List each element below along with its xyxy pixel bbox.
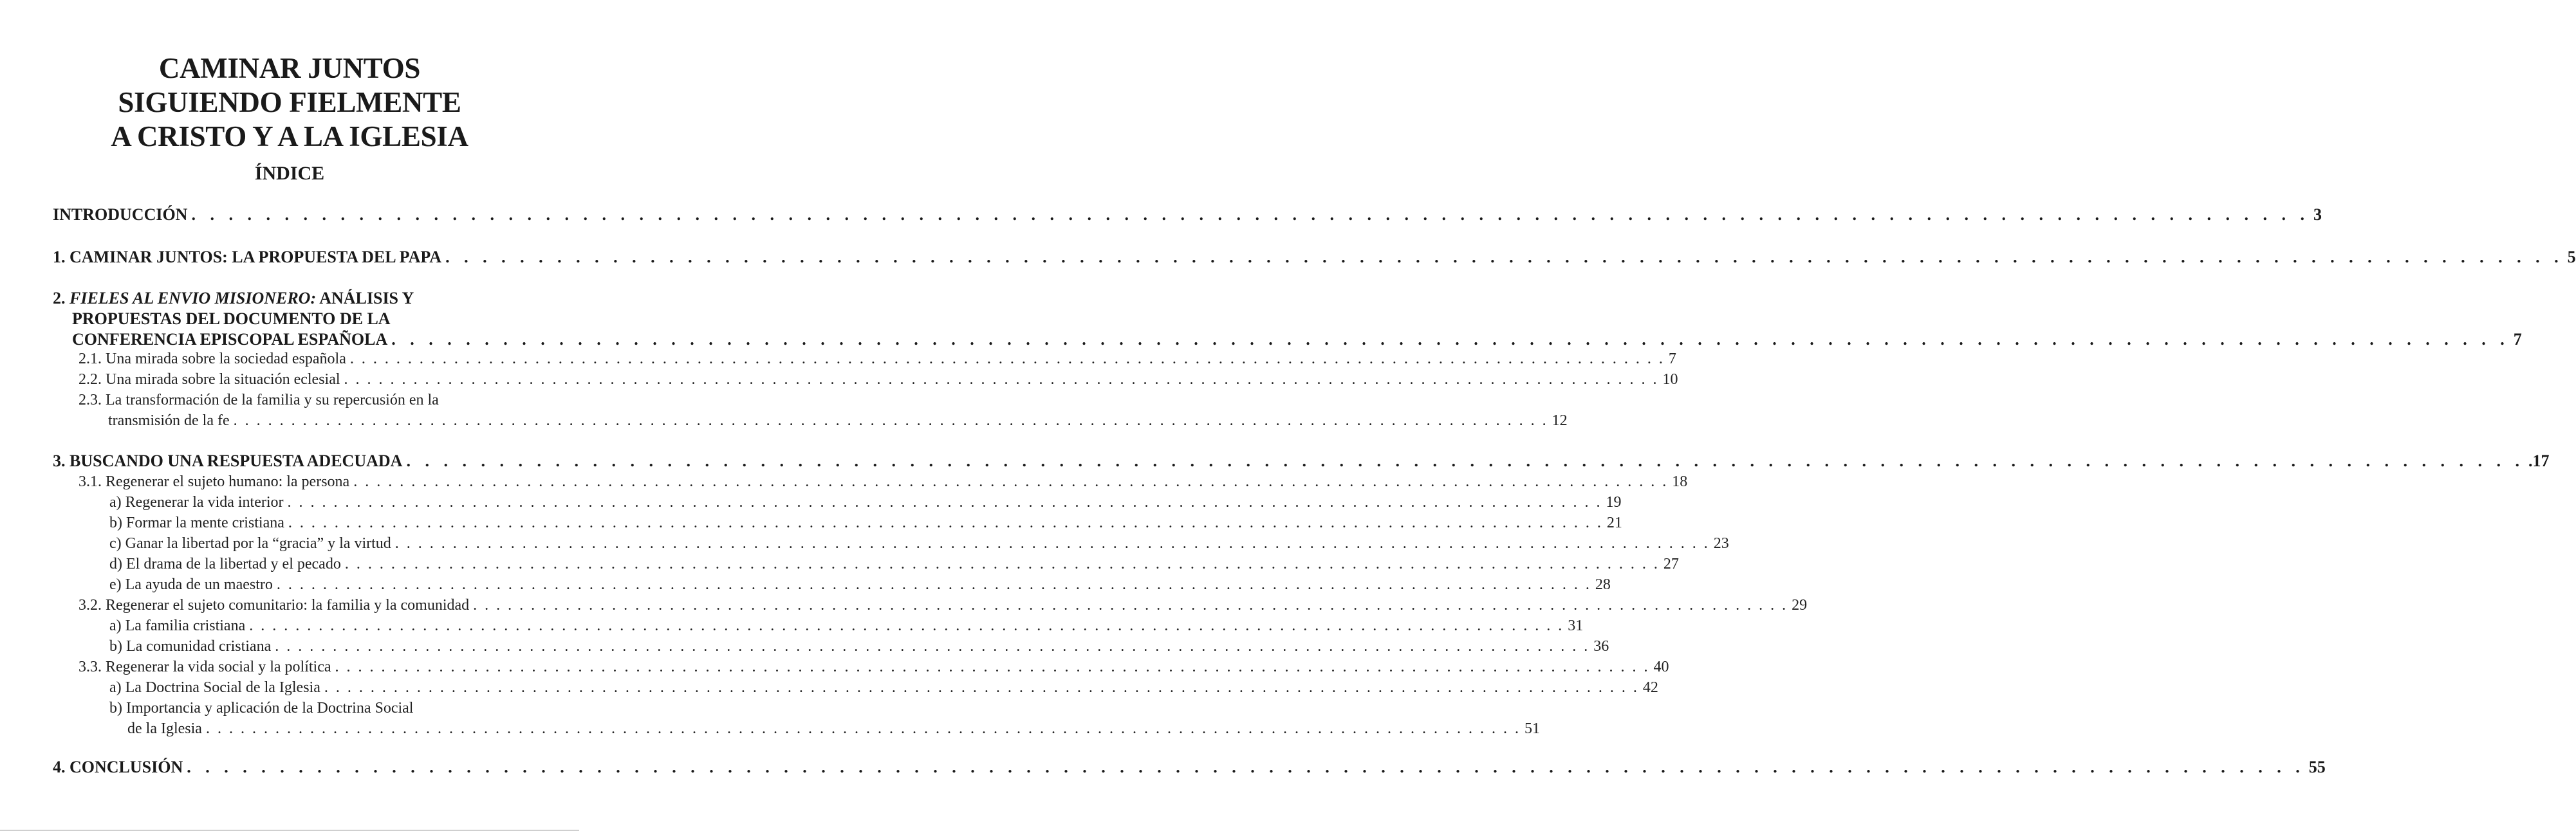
toc-entry-label: e) La ayuda de un maestro <box>109 576 273 593</box>
toc-subentry-3-1-d <box>109 554 1679 574</box>
toc-subentry-2-1 <box>79 349 1676 369</box>
leader-dots: . . . . . . . . . . . . . . . . . . . . . . . . . . . . . . . . . . . . . . . . . . . . . . . . . . . . . . . . . . . . . . . . . . . . . . . . . . . . . . . . . . . . . . . . . . . . . . . . . . . . . . . . . . . . . . . . . . <box>473 597 1788 614</box>
leader-dots: . . . . . . . . . . . . . . . . . . . . . . . . . . . . . . . . . . . . . . . . . . . . . . . . . . . . . . . . . . . . . . . . . . . . . . . . . . . . . . . . . . . . . . . . . . . . . . . . . . . . . . . . . . . . . . . . . . <box>391 330 2510 349</box>
toc-entry-section-4 <box>53 757 2326 778</box>
toc-entry-label: a) La Doctrina Social de la Iglesia <box>109 679 320 696</box>
leader-dots: . . . . . . . . . . . . . . . . . . . . . . . . . . . . . . . . . . . . . . . . . . . . . . . . . . . . . . . . . . . . . . . . . . . . . . . . . . . . . . . . . . . . . . . . . . . . . . . . . . . . . . . . . . . . . . . . . . <box>191 205 2310 224</box>
toc-subentry-3-1-e <box>109 575 1611 594</box>
toc-subentry-3-2-a <box>109 616 1584 635</box>
toc-subentry-3-2 <box>79 596 1808 615</box>
toc-subentry-3-2-b <box>109 637 1609 656</box>
toc-entry-label: 2.2. Una mirada sobre la situación eclesial <box>79 371 340 388</box>
toc-entry-page: 23 <box>1713 535 1729 552</box>
toc-entry-page: 21 <box>1606 515 1622 531</box>
toc-entry-label: b) La comunidad cristiana <box>109 638 272 655</box>
toc-entry-label: d) El drama de la libertad y el pecado <box>109 556 341 572</box>
leader-dots: . . . . . . . . . . . . . . . . . . . . . . . . . . . . . . . . . . . . . . . . . . . . . . . . . . . . . . . . . . . . . . . . . . . . . . . . . . . . . . . . . . . . . . . . . . . . . . . . . . . . . . . . . . . . . . . . . . <box>406 452 2525 470</box>
leader-dots: . . . . . . . . . . . . . . . . . . . . . . . . . . . . . . . . . . . . . . . . . . . . . . . . . . . . . . . . . . . . . . . . . . . . . . . . . . . . . . . . . . . . . . . . . . . . . . . . . . . . . . . . . . . . . . . . . . <box>335 659 1650 675</box>
toc-entry-page: 36 <box>1593 638 1609 655</box>
leader-dots: . . . . . . . . . . . . . . . . . . . . . . . . . . . . . . . . . . . . . . . . . . . . . . . . . . . . . . . . . . . . . . . . . . . . . . . . . . . . . . . . . . . . . . . . . . . . . . . . . . . . . . . . . . . . . . . . . . <box>187 758 2305 776</box>
leader-dots: . . . . . . . . . . . . . . . . . . . . . . . . . . . . . . . . . . . . . . . . . . . . . . . . . . . . . . . . . . . . . . . . . . . . . . . . . . . . . . . . . . . . . . . . . . . . . . . . . . . . . . . . . . . . . . . . . . <box>349 351 1665 367</box>
toc-section-number: 2. <box>53 289 66 307</box>
toc-subentry-3-1-a <box>109 493 1622 512</box>
leader-dots: . . . . . . . . . . . . . . . . . . . . . . . . . . . . . . . . . . . . . . . . . . . . . . . . . . . . . . . . . . . . . . . . . . . . . . . . . . . . . . . . . . . . . . . . . . . . . . . . . . . . . . . . . . . . . . . . . . <box>205 720 1521 737</box>
toc-entry-label: a) Regenerar la vida interior <box>109 494 284 511</box>
toc-subentry-3-1 <box>79 472 1688 491</box>
toc-entry-page: 18 <box>1672 473 1688 490</box>
leader-dots: . . . . . . . . . . . . . . . . . . . . . . . . . . . . . . . . . . . . . . . . . . . . . . . . . . . . . . . . . . . . . . . . . . . . . . . . . . . . . . . . . . . . . . . . . . . . . . . . . . . . . . . . . . . . . . . . . . <box>233 412 1548 429</box>
toc-entry-label: 3. BUSCANDO UNA RESPUESTA ADECUADA <box>53 452 403 470</box>
toc-entry-page: 42 <box>1642 679 1658 696</box>
toc-entry-label: ANÁLISIS Y <box>316 289 414 307</box>
toc-entry-label: 3.1. Regenerar el sujeto humano: la persona <box>79 473 350 490</box>
leader-dots: . . . . . . . . . . . . . . . . . . . . . . . . . . . . . . . . . . . . . . . . . . . . . . . . . . . . . . . . . . . . . . . . . . . . . . . . . . . . . . . . . . . . . . . . . . . . . . . . . . . . . . . . . . . . . . . . . . <box>275 638 1590 655</box>
leader-dots: . . . . . . . . . . . . . . . . . . . . . . . . . . . . . . . . . . . . . . . . . . . . . . . . . . . . . . . . . . . . . . . . . . . . . . . . . . . . . . . . . . . . . . . . . . . . . . . . . . . . . . . . . . . . . . . . . . <box>276 576 1591 593</box>
title-line-1: CAMINAR JUNTOS <box>158 52 421 84</box>
leader-dots: . . . . . . . . . . . . . . . . . . . . . . . . . . . . . . . . . . . . . . . . . . . . . . . . . . . . . . . . . . . . . . . . . . . . . . . . . . . . . . . . . . . . . . . . . . . . . . . . . . . . . . . . . . . . . . . . . . <box>344 556 1660 572</box>
toc-entry-page: 3 <box>2313 205 2322 224</box>
toc-entry-page: 5 <box>2567 248 2576 266</box>
toc-entry-section-3 <box>53 451 2550 471</box>
toc-entry-italic-label: FIELES AL ENVIO MISIONERO: <box>69 289 317 307</box>
toc-subentry-2-3-line-2 <box>108 411 1568 430</box>
toc-entry-label: 3.2. Regenerar el sujeto comunitario: la familia y la comunidad <box>79 597 470 614</box>
toc-entry-page: 19 <box>1606 494 1622 511</box>
leader-dots: . . . . . . . . . . . . . . . . . . . . . . . . . . . . . . . . . . . . . . . . . . . . . . . . . . . . . . . . . . . . . . . . . . . . . . . . . . . . . . . . . . . . . . . . . . . . . . . . . . . . . . . . . . . . . . . . . . <box>353 473 1669 490</box>
toc-subentry-3-3-a <box>109 678 1658 697</box>
toc-subentry-3-1-b <box>109 513 1622 533</box>
toc-entry-label: 2.1. Una mirada sobre la sociedad española <box>79 351 346 367</box>
toc-entry-page: .17 <box>2528 452 2550 470</box>
leader-dots: . . . . . . . . . . . . . . . . . . . . . . . . . . . . . . . . . . . . . . . . . . . . . . . . . . . . . . . . . . . . . . . . . . . . . . . . . . . . . . . . . . . . . . . . . . . . . . . . . . . . . . . . . . . . . . . . . . <box>394 535 1710 552</box>
toc-entry-label: transmisión de la fe <box>108 412 230 429</box>
toc-entry-introduction <box>53 205 2322 225</box>
toc-entry-label: INTRODUCCIÓN <box>53 205 188 224</box>
toc-entry-page: 12 <box>1552 412 1568 429</box>
toc-entry-section-1 <box>53 247 2576 268</box>
toc-entry-section-2-line-2: PROPUESTAS DEL DOCUMENTO DE LA <box>72 309 391 328</box>
toc-entry-page: 28 <box>1595 576 1611 593</box>
toc-entry-page: 40 <box>1653 659 1669 675</box>
toc-entry-section-2-line-1 <box>53 288 414 309</box>
toc-entry-page: 7 <box>1668 351 1676 367</box>
toc-subentry-2-3-line-1: 2.3. La transformación de la familia y su repercusión en la <box>79 392 439 408</box>
toc-entry-page: 51 <box>1524 720 1540 737</box>
toc-entry-label: c) Ganar la libertad por la “gracia” y la virtud <box>109 535 391 552</box>
toc-entry-page: 55 <box>2308 758 2326 776</box>
toc-entry-label: CONFERENCIA EPISCOPAL ESPAÑOLA <box>72 330 388 349</box>
index-heading: ÍNDICE <box>254 163 325 184</box>
toc-entry-label: b) Formar la mente cristiana <box>109 515 284 531</box>
toc-entry-page: 31 <box>1568 617 1584 634</box>
toc-subentry-3-3-b-line-1: b) Importancia y aplicación de la Doctrina Social <box>109 700 414 717</box>
toc-entry-label: de la Iglesia <box>127 720 202 737</box>
title-line-2: SIGUIENDO FIELMENTE <box>118 86 461 118</box>
toc-subentry-2-2 <box>79 370 1678 389</box>
leader-dots: . . . . . . . . . . . . . . . . . . . . . . . . . . . . . . . . . . . . . . . . . . . . . . . . . . . . . . . . . . . . . . . . . . . . . . . . . . . . . . . . . . . . . . . . . . . . . . . . . . . . . . . . . . . . . . . . . . <box>344 371 1659 388</box>
toc-entry-label: 4. CONCLUSIÓN <box>53 758 183 776</box>
leader-dots: . . . . . . . . . . . . . . . . . . . . . . . . . . . . . . . . . . . . . . . . . . . . . . . . . . . . . . . . . . . . . . . . . . . . . . . . . . . . . . . . . . . . . . . . . . . . . . . . . . . . . . . . . . . . . . . . . . <box>324 679 1639 696</box>
toc-entry-label: 3.3. Regenerar la vida social y la política <box>79 659 331 675</box>
toc-entry-label: a) La familia cristiana <box>109 617 246 634</box>
toc-entry-label: 1. CAMINAR JUNTOS: LA PROPUESTA DEL PAPA <box>53 248 442 266</box>
toc-entry-page: 7 <box>2513 330 2522 349</box>
toc-subentry-3-3-b-line-2 <box>127 719 1540 738</box>
leader-dots: . . . . . . . . . . . . . . . . . . . . . . . . . . . . . . . . . . . . . . . . . . . . . . . . . . . . . . . . . . . . . . . . . . . . . . . . . . . . . . . . . . . . . . . . . . . . . . . . . . . . . . . . . . . . . . . . . . <box>288 515 1603 531</box>
leader-dots: . . . . . . . . . . . . . . . . . . . . . . . . . . . . . . . . . . . . . . . . . . . . . . . . . . . . . . . . . . . . . . . . . . . . . . . . . . . . . . . . . . . . . . . . . . . . . . . . . . . . . . . . . . . . . . . . . . <box>445 248 2564 266</box>
toc-subentry-3-1-c <box>109 534 1729 553</box>
leader-dots: . . . . . . . . . . . . . . . . . . . . . . . . . . . . . . . . . . . . . . . . . . . . . . . . . . . . . . . . . . . . . . . . . . . . . . . . . . . . . . . . . . . . . . . . . . . . . . . . . . . . . . . . . . . . . . . . . . <box>249 617 1564 634</box>
leader-dots: . . . . . . . . . . . . . . . . . . . . . . . . . . . . . . . . . . . . . . . . . . . . . . . . . . . . . . . . . . . . . . . . . . . . . . . . . . . . . . . . . . . . . . . . . . . . . . . . . . . . . . . . . . . . . . . . . . <box>287 494 1602 511</box>
toc-entry-page: 29 <box>1792 597 1808 614</box>
toc-subentry-3-3 <box>79 657 1669 677</box>
toc-entry-page: 10 <box>1662 371 1678 388</box>
toc-entry-page: 27 <box>1663 556 1679 572</box>
title-line-3: A CRISTO Y A LA IGLESIA <box>111 120 468 152</box>
toc-entry-section-2-line-3 <box>72 329 2522 350</box>
